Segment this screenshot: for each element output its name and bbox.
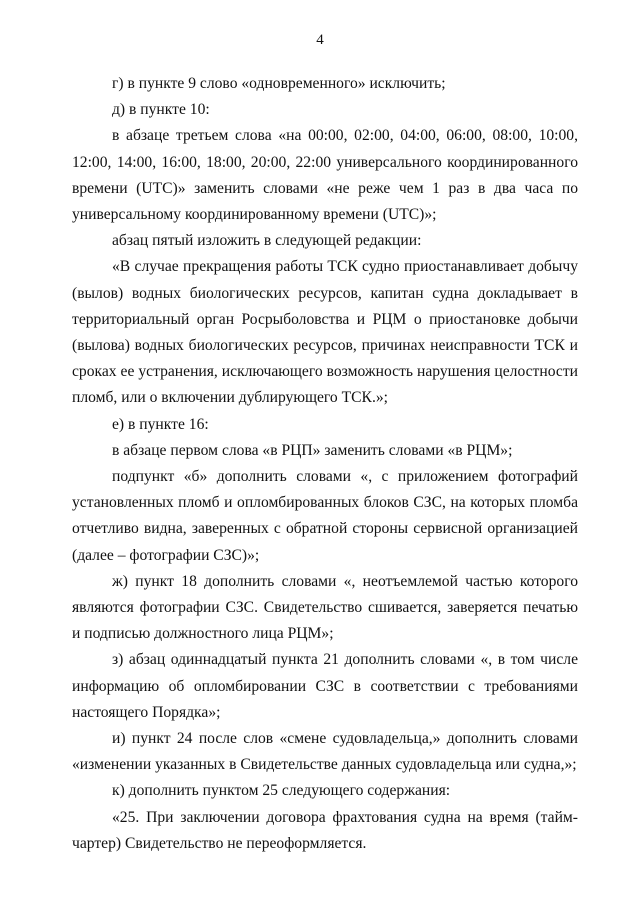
paragraph-k: к) дополнить пунктом 25 следующего содержания: [112,782,451,800]
paragraph-d-fifth-abzac: абзац пятый изложить в следующей редакции: [112,232,422,250]
paragraph-z: з) абзац одиннадцатый пункта 21 дополнить словами «, в том числе информацию об опломбировании СЗС в соответствии с требованиями настоящего Порядка»; [72,651,578,721]
document-body [72,71,578,857]
paragraph-d: д) в пункте 10: [112,101,210,119]
paragraph-g: г) в пункте 9 слово «одновременного» исключить; [112,75,446,92]
paragraph-d-quote: «В случае прекращения работы ТСК судно приостанавливает добычу (вылов) водных биологических ресурсов, капитан судна докладывает в территориальный орган Росрыболовства и РЦМ о приостановке добычи (вылова) водных биологических ресурсов, причинах неисправности ТСК и сроках ее устранения, исключающего возможность нарушения целостности пломб, или о включении дублирующего ТСК.»; [72,258,578,407]
paragraph-e-subitem-b: подпункт «б» дополнить словами «, с приложением фотографий установленных пломб и опломбированных блоков СЗС, на которых пломба отчетливо видна, заверенных с обратной стороны сервисной организацией (далее – фотографии СЗС)»; [72,468,578,564]
paragraph-e-first-abzac: в абзаце первом слова «в РЦП» заменить словами «в РЦМ»; [112,441,513,459]
page-number: 4 [316,32,324,48]
paragraph-zh: ж) пункт 18 дополнить словами «, неотъемлемой частью которого являются фотографии СЗС. Свидетельство сшивается, заверяется печатью и подписью должностного лица РЦМ»; [72,572,578,643]
paragraph-d-third-abzac: в абзаце третьем слова «на 00:00, 02:00, 04:00, 06:00, 08:00, 10:00, 12:00, 14:00, 16:00, 18:00, 20:00, 22:00 универсального координированного времени (UTC)» заменить словами «не реже чем 1 раз в два часа по универсальному координированному времени (UTC)»; [72,127,578,224]
paragraph-i: и) пункт 24 после слов «смене судовладельца,» дополнить словами «изменении указанных в Свидетельстве данных судовладельца или судна,»; [72,730,578,774]
paragraph-e: е) в пункте 16: [112,415,209,433]
paragraph-k-quote: «25. При заключении договора фрахтования судна на время (тайм-чартер) Свидетельство не переоформляется. [72,808,578,852]
